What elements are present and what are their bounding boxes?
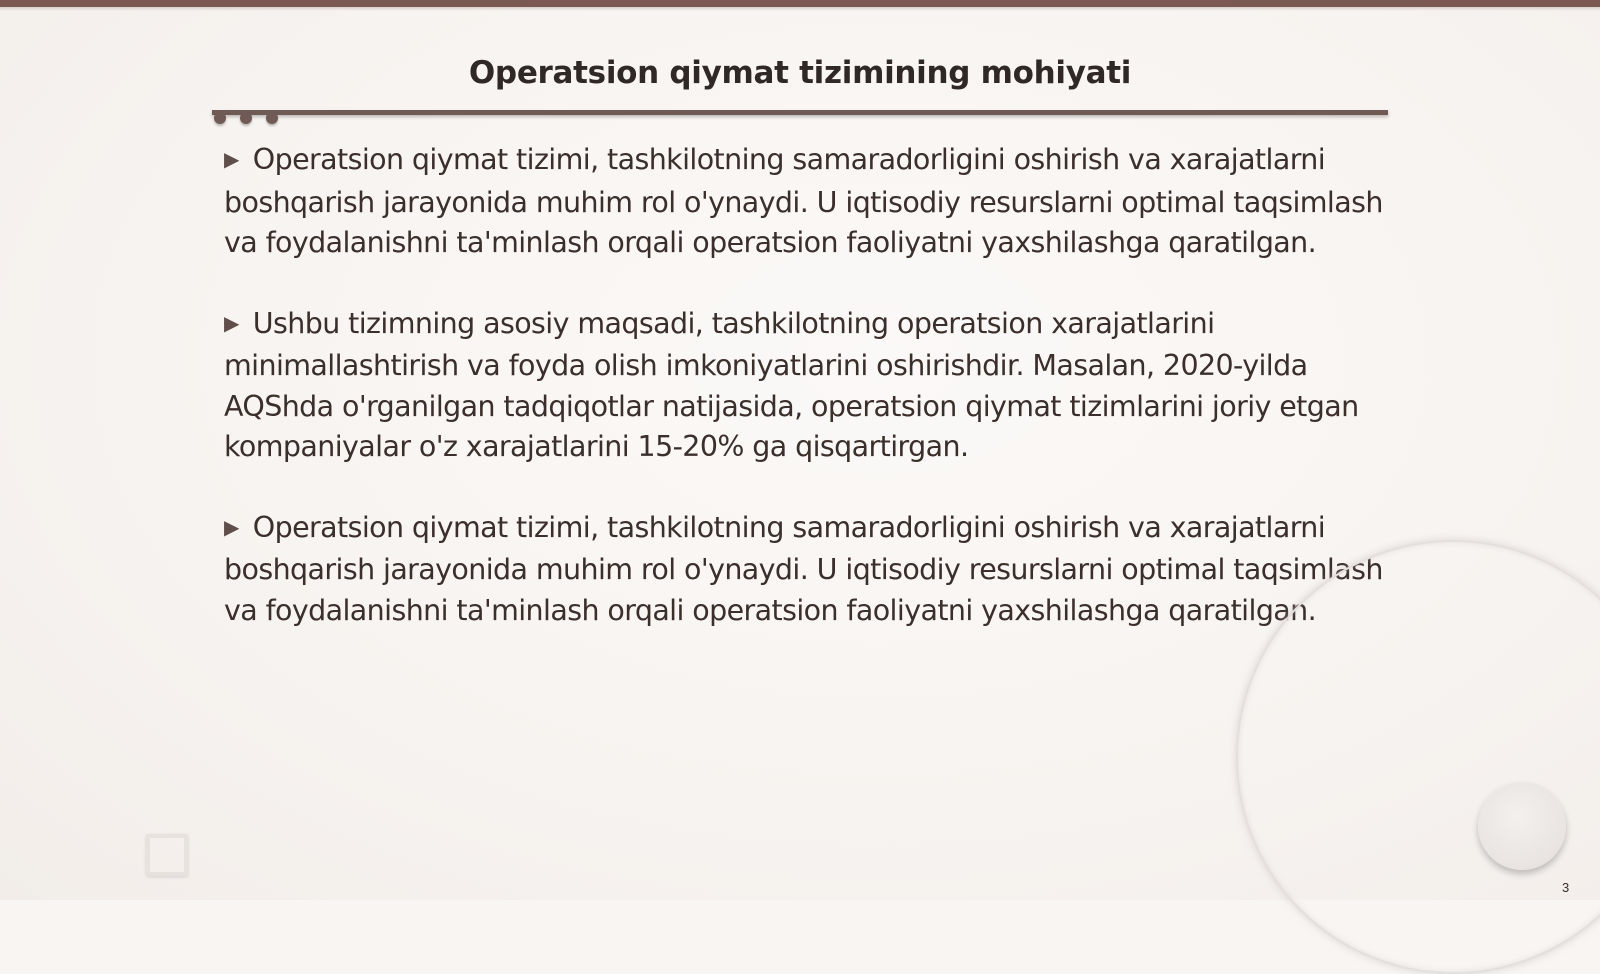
- top-accent-bar: [0, 0, 1600, 7]
- underline-dot-2: [240, 112, 252, 124]
- bullet-text-1: Operatsion qiymat tizimi, tashkilotning samaradorligini oshirish va xarajatlarni boshqarish jarayonida muhim rol o'ynaydi. U iqtisodiy resurslarni optimal taqsimlash va foydalanishni ta'minlash orqali operatsion faoliyatni yaxshilashga qaratilgan.: [224, 143, 1383, 259]
- bullet-arrow-icon: ▶: [224, 514, 239, 539]
- decorative-square: [146, 834, 188, 876]
- bullet-item-1: [224, 140, 1384, 264]
- bullet-text-2: Ushbu tizimning asosiy maqsadi, tashkilotning operatsion xarajatlarini minimallashtirish va foyda olish imkoniyatlarini oshirishdir. Masalan, 2020-yilda AQShda o'rganilgan tadqiqotlar natijasida, operatsion qiymat tizimlarini joriy etgan kompaniyalar o'z xarajatlarini 15-20% ga qisqartirgan.: [224, 306, 1359, 463]
- top-bar-shadow: [0, 7, 1600, 11]
- bullet-item-3: [224, 508, 1384, 632]
- bullet-list: [224, 140, 1384, 671]
- title-underline: [212, 110, 1388, 115]
- slide-title: Operatsion qiymat tizimining mohiyati: [468, 55, 1132, 91]
- underline-dot-1: [214, 112, 226, 124]
- bullet-text-3: Operatsion qiymat tizimi, tashkilotning samaradorligini oshirish va xarajatlarni boshqarish jarayonida muhim rol o'ynaydi. U iqtisodiy resurslarni optimal taqsimlash va foydalanishni ta'minlash orqali operatsion faoliyatni yaxshilashga qaratilgan.: [224, 510, 1383, 627]
- bullet-arrow-icon: ▶: [224, 310, 239, 335]
- underline-dot-3: [266, 112, 278, 124]
- page-number: 3: [1562, 880, 1570, 895]
- bullet-item-2: [224, 304, 1384, 468]
- decorative-circle: [1478, 782, 1566, 870]
- bullet-arrow-icon: ▶: [224, 147, 239, 171]
